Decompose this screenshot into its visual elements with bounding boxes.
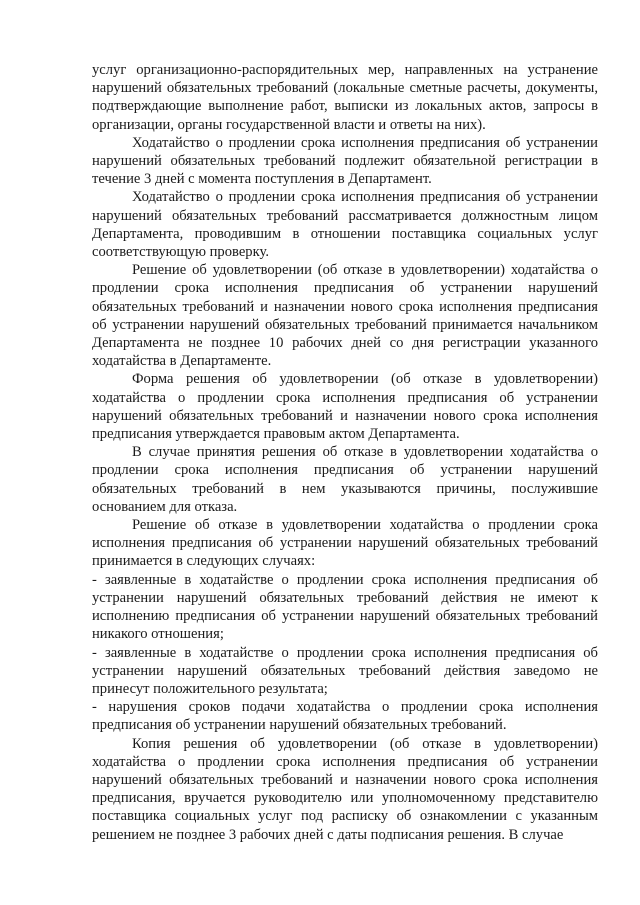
paragraph: Форма решения об удовлетворении (об отказе в удовлетворении) ходатайства о продлении срока исполнения предписания об устранении нарушений обязательных требований и назначении нового срока исполнения предписания утверждается правовым актом Департамента.: [92, 371, 598, 443]
paragraph: В случае принятия решения об отказе в удовлетворении ходатайства о продлении срока исполнения предписания об устранении нарушений обязательных требований в нем указываются причины, послужившие основанием для отказа.: [92, 444, 598, 515]
paragraph: услуг организационно-распорядительных мер, направленных на устранение нарушений обязательных требований (локальные сметные расчеты, документы, подтверждающие выполнение работ, выписки из локальных актов, запросы в организации, органы государственной власти и ответы на них).: [92, 62, 598, 133]
list-item: - нарушения сроков подачи ходатайства о продлении срока исполнения предписания об устранении нарушений обязательных требований.: [92, 699, 598, 734]
paragraph: Копия решения об удовлетворении (об отказе в удовлетворении) ходатайства о продлении срока исполнения предписания об устранении нарушений обязательных требований и назначении нового срока исполнения предписания, вручается руководителю или уполномоченному представителю поставщика социальных услуг под расписку об ознакомлении с указанным решением не позднее 3 рабочих дней с даты подписания решения. В случае: [92, 735, 598, 843]
paragraph: Решение об удовлетворении (об отказе в удовлетворении) ходатайства о продлении срока исполнения предписания об устранении нарушений обязательных требований и назначении нового срока исполнения предписания об устранении нарушений обязательных требований принимается начальником Департамента не позднее 10 рабочих дней со дня регистрации указанного ходатайства в Департаменте.: [92, 262, 598, 370]
list-item: - заявленные в ходатайстве о продлении срока исполнения предписания об устранении нарушений обязательных требований действия заведомо не принесут положительного результата;: [92, 644, 598, 697]
paragraph: Ходатайство о продлении срока исполнения предписания об устранении нарушений обязательных требований подлежит обязательной регистрации в течение 3 дней с момента поступления в Департамент.: [92, 134, 598, 188]
paragraph: Ходатайство о продлении срока исполнения предписания об устранении нарушений обязательных требований рассматривается должностным лицом Департамента, проводившим в отношении поставщика социальных услуг соответствующую проверку.: [92, 189, 598, 261]
list-item: - заявленные в ходатайстве о продлении срока исполнения предписания об устранении нарушений обязательных требований действия не имеют к исполнению предписания об устранении нарушений обязательных требований никакого отношения;: [92, 571, 598, 643]
document-page: [92, 61, 598, 844]
paragraph: Решение об отказе в удовлетворении ходатайства о продлении срока исполнения предписания об устранении нарушений обязательных требований принимается в следующих случаях:: [92, 517, 598, 570]
